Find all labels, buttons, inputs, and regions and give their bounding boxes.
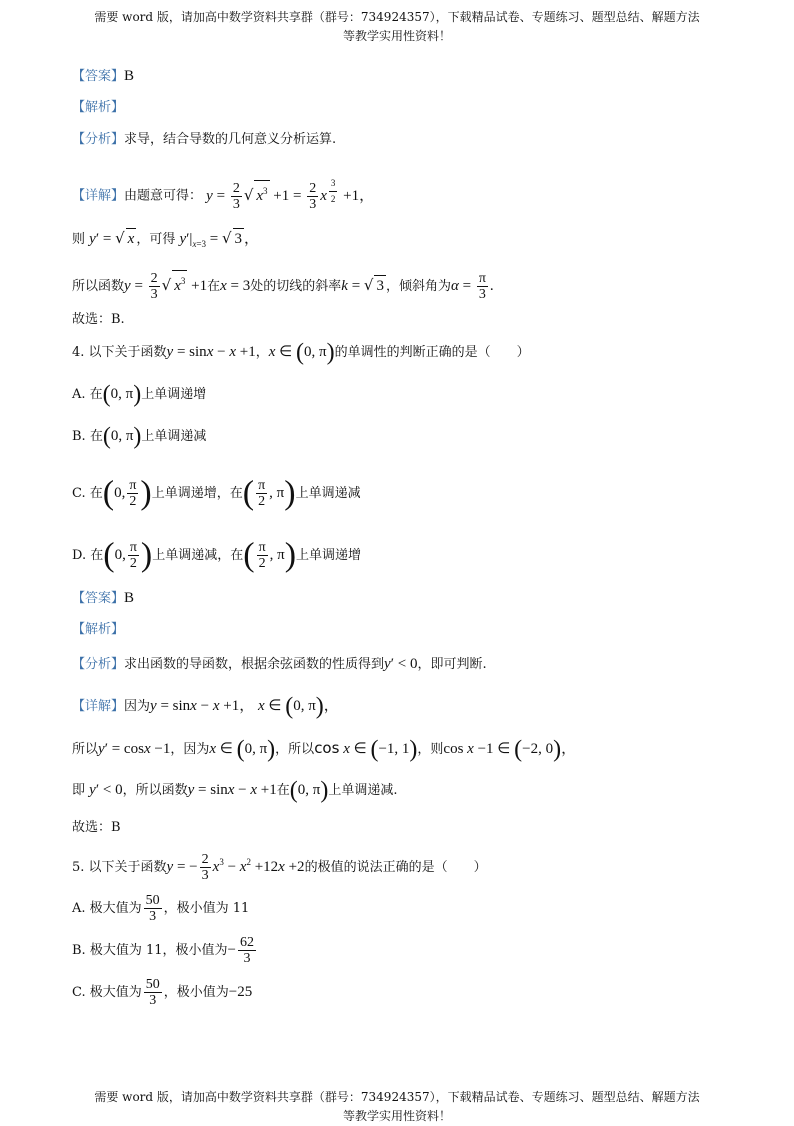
analysis-text-a: 求出函数的导函数，根据余弦函数的性质得到	[124, 657, 385, 672]
q4-stem-start: 4. 以下关于函数	[72, 345, 167, 360]
formula: (0, $\frac{\pi}{2}$ )	[103, 536, 153, 574]
q3-explain-tag	[72, 98, 124, 118]
then-text: 则	[72, 232, 86, 247]
at-text: 在	[207, 279, 221, 294]
q4-option-c	[72, 474, 361, 512]
opt-c-label: C. 在	[72, 485, 103, 501]
q5-option-a	[72, 893, 249, 924]
q4-answer	[72, 588, 134, 609]
q4-option-a	[72, 381, 207, 408]
q4-option-d	[72, 536, 362, 574]
answer-tag: 【答案】	[72, 591, 125, 606]
formula: y′ = √ x	[89, 229, 135, 247]
opt-c-val: −25	[228, 984, 253, 1000]
opt-d-tail: 上单调递增	[296, 547, 362, 563]
q4-explain-tag	[72, 620, 124, 640]
q4-stem-mid: ，	[255, 345, 269, 360]
formula: (0, π)	[289, 777, 329, 804]
page-footer	[0, 1088, 794, 1126]
incline-text: ，倾斜角为	[385, 279, 451, 294]
because-text: ，因为	[170, 742, 210, 757]
opt-a-tail: 上单调递增	[141, 387, 207, 402]
can-get-text: ，可得	[136, 232, 176, 247]
formula: y′ = cosx −1	[98, 741, 171, 757]
q3-choose: 故选：B.	[72, 312, 125, 327]
formula: y = − $\frac{2}{3}$ $x^3 - x^2 +12x +2$	[166, 852, 305, 884]
opt-c-mid: 上单调递增，在	[151, 485, 243, 501]
formula: (0, π)	[102, 423, 142, 450]
formula: $\frac{50}{3}$	[145, 893, 160, 924]
opt-a-label: A. 在	[72, 387, 103, 402]
formula: y = sinx − x +1	[187, 782, 277, 798]
formula: α = $\frac{\pi}{3}$ .	[451, 271, 494, 303]
q4-detail-1	[72, 693, 339, 720]
analysis-text-b: ，即可判断.	[417, 657, 487, 672]
header-line-2: 等教学实用性资料！	[342, 29, 451, 43]
q4-choose: 故选：B	[72, 820, 121, 835]
q3-answer	[72, 66, 134, 87]
in-text: 在	[276, 783, 290, 798]
footer-line-2: 等教学实用性资料！	[342, 1109, 451, 1123]
so-func-text: ，所以函数	[122, 783, 188, 798]
explain-tag: 【解析】	[72, 100, 125, 115]
formula: y′ < 0	[384, 656, 418, 672]
q3-detail-2	[72, 228, 259, 254]
opt-c-tail: 上单调递减	[295, 485, 361, 501]
formula: x ∈ (0, π)	[209, 736, 276, 763]
tangent-text: 处的切线的斜率	[250, 279, 342, 294]
answer-value: B	[124, 68, 135, 84]
q5-stem-start: 5. 以下关于函数	[72, 860, 167, 875]
detail-tag: 【详解】	[72, 188, 125, 204]
so-text: 所以	[72, 742, 99, 757]
formula: cos x −1 ∈ (−2, 0)，	[443, 736, 577, 763]
q5-stem-end: 的极值的说法正确的是（ ）	[304, 860, 487, 875]
formula: y = sinx − x +1， x ∈ (0, π)，	[150, 693, 339, 720]
footer-line-1: 需要 word 版，请加高中数学资料共享群（群号：734924357），下载精品试卷、专题练习、题型总结、解题方法	[94, 1090, 700, 1104]
opt-a-mid: ，极小值为 11	[163, 901, 250, 916]
analysis-tag: 【分析】	[72, 132, 125, 147]
analysis-text: 求导，结合导数的几何意义分析运算.	[124, 132, 337, 147]
opt-a-label: A. 极大值为	[72, 901, 142, 916]
so-cos-text: ，所以	[275, 742, 315, 757]
formula: $y'|_{x=3}$ = √ 3 ，	[179, 229, 260, 249]
formula: x = 3	[220, 278, 251, 294]
then-text: ，则	[417, 742, 444, 757]
q4-detail-2	[72, 736, 577, 763]
formula: cos x ∈ (−1, 1)	[314, 736, 418, 763]
formula: − $\frac{62}{3}$	[227, 935, 254, 966]
formula: (0, $\frac{\pi}{2}$ )	[102, 474, 152, 512]
opt-d-mid: 上单调递减，在	[152, 547, 244, 563]
answer-tag: 【答案】	[72, 69, 125, 84]
explain-tag: 【解析】	[72, 622, 125, 637]
opt-b-tail: 上单调递减	[141, 429, 207, 444]
q3-detail-1	[72, 176, 374, 212]
q4-detail-3	[72, 777, 398, 804]
namely-text: 即	[72, 783, 86, 798]
q5-option-b	[72, 935, 258, 966]
q5-option-c	[72, 977, 252, 1008]
formula: y = sinx − x +1	[166, 344, 256, 360]
opt-c-label: C. 极大值为	[72, 985, 142, 1000]
q4-stem-end: 的单调性的判断正确的是（ ）	[334, 345, 530, 360]
detail-intro: 由题意可得：	[124, 188, 203, 204]
q4-option-b	[72, 423, 207, 450]
formula: ( $\frac{\pi}{2}$ , π)	[243, 536, 297, 574]
opt-b-label: B. 极大值为 11，极小值为	[72, 942, 228, 958]
opt-c-mid: ，极小值为	[163, 985, 229, 1000]
formula: y′ < 0	[89, 782, 123, 798]
so-func-text: 所以函数	[72, 279, 125, 294]
formula: (0, π)	[102, 381, 142, 408]
q3-detail-3	[72, 270, 494, 302]
analysis-tag: 【分析】	[72, 657, 125, 672]
formula: y = $\frac{2}{3}$ √ $x^3 +1$	[124, 271, 208, 303]
detail-a: 因为	[124, 699, 151, 714]
opt-b-label: B. 在	[72, 429, 103, 444]
formula: x ∈ (0, π)	[268, 339, 335, 366]
header-line-1: 需要 word 版，请加高中数学资料共享群（群号：734924357），下载精品试卷、专题练习、题型总结、解题方法	[94, 10, 700, 24]
formula: ( $\frac{\pi}{2}$ , π)	[242, 474, 296, 512]
answer-value: B	[124, 590, 135, 606]
formula: y = $\frac{2}{3}$ √ $x^3 +1$ = $\frac{2}{3}$ x $^{\frac{3}{2}}$ +1，	[206, 178, 375, 212]
q5-stem	[72, 852, 487, 883]
detail-tag: 【详解】	[72, 699, 125, 714]
q4-stem	[72, 339, 530, 366]
page-header	[0, 8, 794, 46]
dec-text: 上单调递减.	[328, 783, 398, 798]
formula: k = √ 3	[341, 276, 384, 294]
formula: $\frac{50}{3}$	[145, 977, 160, 1008]
q4-analysis	[72, 654, 487, 675]
q3-analysis	[72, 130, 336, 150]
opt-d-label: D. 在	[72, 547, 104, 563]
